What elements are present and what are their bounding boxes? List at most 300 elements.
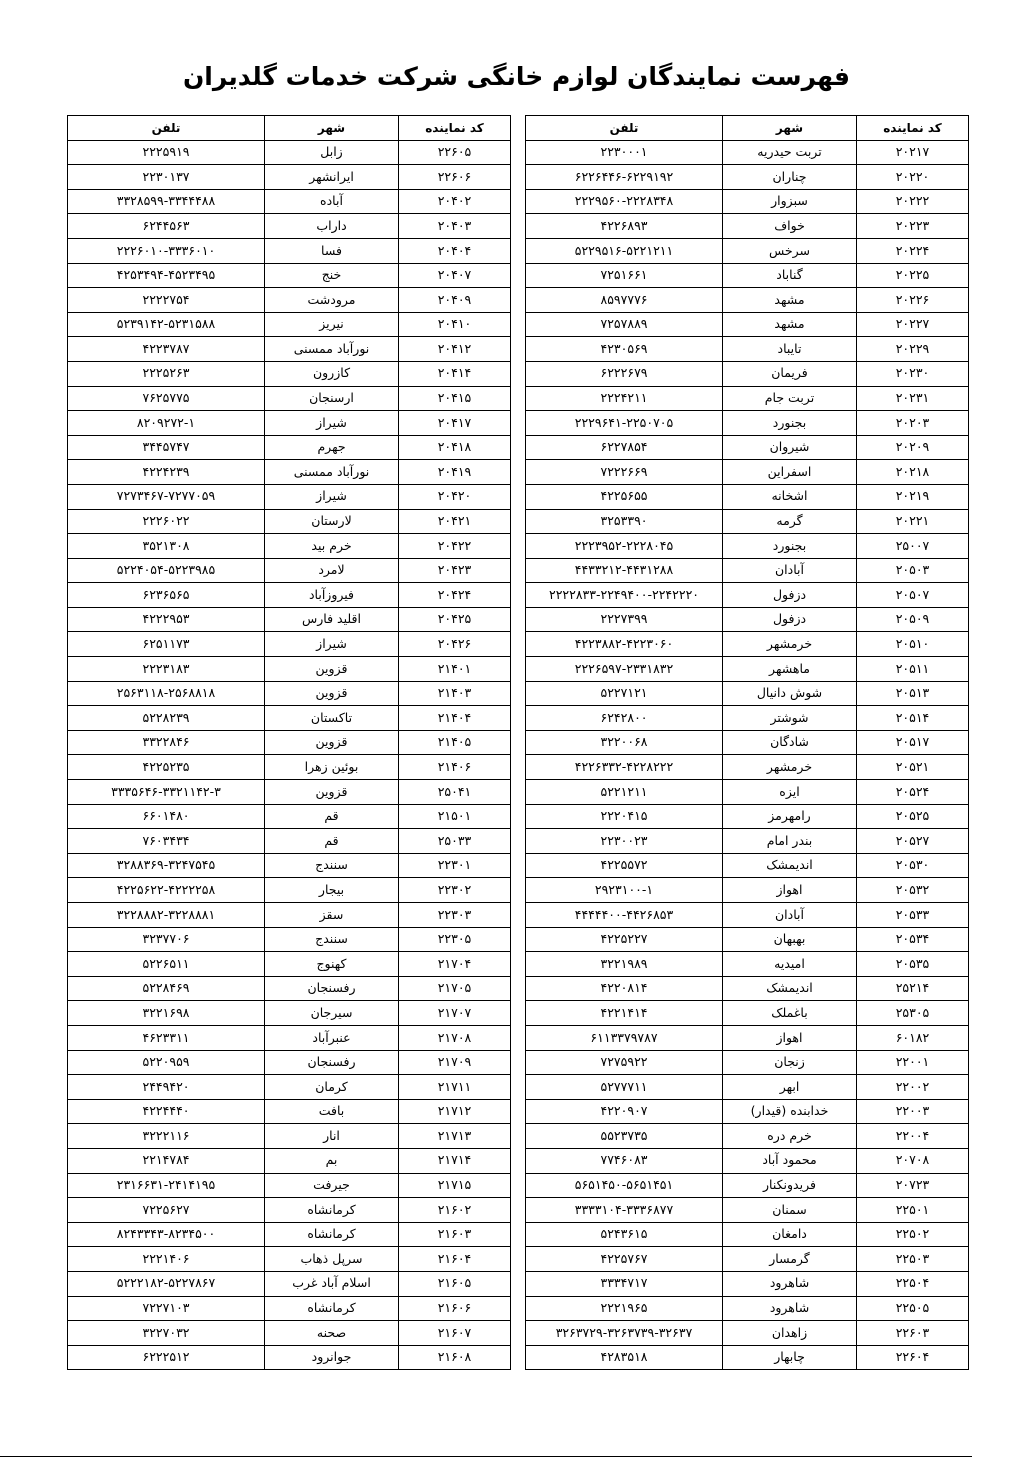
cell-city: اشخانه — [723, 484, 857, 509]
cell-code: ۲۲۰۰۴ — [857, 1124, 969, 1149]
cell-phone: ۷۷۴۶۰۸۳ — [526, 1148, 723, 1173]
table-row — [526, 1198, 969, 1223]
cell-phone: ۳۳۳۴۷۱۷ — [526, 1271, 723, 1296]
cell-code: ۲۰۲۱۸ — [857, 460, 969, 485]
cell-phone: ۶۲۵۱۱۷۳ — [68, 632, 265, 657]
column-header-phone: تلفن — [526, 116, 723, 141]
cell-city: سیرجان — [265, 1001, 399, 1026]
cell-code: ۲۱۷۰۸ — [399, 1025, 511, 1050]
table-row — [68, 1001, 511, 1026]
cell-code: ۲۵۰۴۱ — [399, 780, 511, 805]
page-title: فهرست نمایندگان لوازم خانگی شرکت خدمات گلدیران — [182, 62, 851, 91]
cell-code: ۲۰۲۲۹ — [857, 337, 969, 362]
cell-phone: ۸۲۴۳۳۴۳-۸۲۳۴۵۰۰ — [68, 1222, 265, 1247]
cell-code: ۲۰۲۲۲ — [857, 189, 969, 214]
cell-city: محمود آباد — [723, 1148, 857, 1173]
table-row — [526, 140, 969, 165]
table-row — [526, 165, 969, 190]
cell-code: ۲۲۰۰۲ — [857, 1075, 969, 1100]
cell-phone: ۷۲۲۷۱۰۳ — [68, 1296, 265, 1321]
cell-phone: ۲۲۲۳۹۵۲-۲۲۲۸۰۴۵ — [526, 534, 723, 559]
cell-phone: ۷۲۵۱۶۶۱ — [526, 263, 723, 288]
table-row — [526, 829, 969, 854]
cell-code: ۲۰۴۱۵ — [399, 386, 511, 411]
cell-city: مشهد — [723, 288, 857, 313]
cell-phone: ۳۵۲۱۳۰۸ — [68, 534, 265, 559]
table-row — [68, 1075, 511, 1100]
cell-city: مشهد — [723, 312, 857, 337]
cell-phone: ۵۲۲۲۱۸۲-۵۲۲۷۸۶۷ — [68, 1271, 265, 1296]
cell-city: مرودشت — [265, 288, 399, 313]
cell-code: ۲۲۰۰۱ — [857, 1050, 969, 1075]
cell-phone: ۸۵۹۷۷۷۶ — [526, 288, 723, 313]
cell-code: ۲۰۷۲۳ — [857, 1173, 969, 1198]
cell-phone: ۶۱۱۳۳۷۹۷۸۷ — [526, 1025, 723, 1050]
cell-code: ۲۰۲۲۱ — [857, 509, 969, 534]
cell-city: کازرون — [265, 361, 399, 386]
table-body-right — [526, 140, 969, 1370]
cell-city: تاکستان — [265, 706, 399, 731]
cell-city: گناباد — [723, 263, 857, 288]
table-row — [68, 460, 511, 485]
table-row — [68, 952, 511, 977]
cell-phone: ۲۲۳۰۰۲۳ — [526, 829, 723, 854]
cell-phone: ۳۲۲۱۹۸۹ — [526, 952, 723, 977]
table-row — [68, 534, 511, 559]
table-row — [68, 804, 511, 829]
cell-phone: ۳۲۲۸۸۸۲-۳۲۲۸۸۸۱ — [68, 903, 265, 928]
cell-phone: ۲۲۲۶۰۱۰-۳۳۳۶۰۱۰ — [68, 238, 265, 263]
table-row — [68, 632, 511, 657]
cell-code: ۲۰۴۱۲ — [399, 337, 511, 362]
cell-phone: ۳۳۲۸۵۹۹-۳۳۴۴۴۸۸ — [68, 189, 265, 214]
cell-code: ۲۲۶۰۴ — [857, 1345, 969, 1370]
cell-city: نورآباد ممسنی — [265, 337, 399, 362]
cell-phone: ۲۲۲۶۵۹۷-۲۳۳۱۸۳۲ — [526, 657, 723, 682]
table-row — [526, 214, 969, 239]
cell-city: سرخس — [723, 238, 857, 263]
agents-table-left — [67, 115, 511, 1370]
cell-code: ۲۰۲۲۶ — [857, 288, 969, 313]
cell-phone: ۵۲۲۸۲۳۹ — [68, 706, 265, 731]
cell-phone: ۲۵۶۳۱۱۸-۲۵۶۸۸۱۸ — [68, 681, 265, 706]
cell-city: جهرم — [265, 435, 399, 460]
table-row — [526, 706, 969, 731]
cell-code: ۲۲۵۰۴ — [857, 1271, 969, 1296]
cell-city: امیدیه — [723, 952, 857, 977]
cell-phone: ۶۲۲۷۸۵۴ — [526, 435, 723, 460]
cell-code: ۲۰۴۱۹ — [399, 460, 511, 485]
cell-phone: ۲۲۲۷۳۹۹ — [526, 607, 723, 632]
cell-city: زابل — [265, 140, 399, 165]
table-row — [526, 1296, 969, 1321]
table-row — [68, 878, 511, 903]
table-row — [526, 804, 969, 829]
table-row — [68, 976, 511, 1001]
table-row — [68, 140, 511, 165]
table-row — [526, 780, 969, 805]
cell-phone: ۲۲۱۴۷۸۴ — [68, 1148, 265, 1173]
table-row — [68, 411, 511, 436]
table-row — [526, 853, 969, 878]
cell-city: زنجان — [723, 1050, 857, 1075]
cell-city: عنبرآباد — [265, 1025, 399, 1050]
table-row — [68, 1025, 511, 1050]
cell-phone: ۶۲۴۴۵۶۳ — [68, 214, 265, 239]
table-row — [68, 558, 511, 583]
cell-code: ۲۰۵۲۴ — [857, 780, 969, 805]
cell-city: اسلام آباد غرب — [265, 1271, 399, 1296]
cell-city: سنندج — [265, 853, 399, 878]
cell-city: رامهرمز — [723, 804, 857, 829]
cell-code: ۲۰۴۰۴ — [399, 238, 511, 263]
table-row — [526, 755, 969, 780]
cell-city: شیراز — [265, 632, 399, 657]
cell-city: کرمانشاه — [265, 1222, 399, 1247]
table-row — [526, 558, 969, 583]
cell-city: اهواز — [723, 878, 857, 903]
table-row — [68, 189, 511, 214]
cell-code: ۲۲۵۰۵ — [857, 1296, 969, 1321]
cell-code: ۲۱۶۰۵ — [399, 1271, 511, 1296]
cell-phone: ۳۲۲۲۱۱۶ — [68, 1124, 265, 1149]
cell-code: ۲۱۷۱۳ — [399, 1124, 511, 1149]
cell-code: ۲۰۴۱۰ — [399, 312, 511, 337]
table-row — [68, 681, 511, 706]
cell-phone: ۲۲۲۲۷۵۴ — [68, 288, 265, 313]
cell-city: سقز — [265, 903, 399, 928]
cell-phone: ۶۲۴۲۸۰۰ — [526, 706, 723, 731]
table-row — [526, 1025, 969, 1050]
table-row — [68, 755, 511, 780]
cell-phone: ۶۶۰۱۴۸۰ — [68, 804, 265, 829]
table-row — [68, 927, 511, 952]
cell-phone: ۴۲۲۵۲۳۵ — [68, 755, 265, 780]
cell-phone: ۲۲۲۵۹۱۹ — [68, 140, 265, 165]
cell-phone: ۷۲۲۲۶۶۹ — [526, 460, 723, 485]
cell-code: ۲۱۷۱۵ — [399, 1173, 511, 1198]
table-row — [526, 460, 969, 485]
cell-code: ۲۰۲۲۴ — [857, 238, 969, 263]
cell-city: ایرانشهر — [265, 165, 399, 190]
table-row — [68, 214, 511, 239]
cell-code: ۲۰۴۱۷ — [399, 411, 511, 436]
cell-code: ۲۰۴۲۰ — [399, 484, 511, 509]
cell-phone: ۲۹۲۳۱۰۰-۱ — [526, 878, 723, 903]
cell-code: ۲۵۰۳۳ — [399, 829, 511, 854]
cell-city: شاهرود — [723, 1271, 857, 1296]
cell-phone: ۷۲۷۵۹۲۲ — [526, 1050, 723, 1075]
cell-code: ۲۱۴۰۵ — [399, 730, 511, 755]
cell-code: ۲۱۶۰۶ — [399, 1296, 511, 1321]
table-row — [68, 780, 511, 805]
cell-code: ۲۰۲۰۳ — [857, 411, 969, 436]
table-row — [68, 1099, 511, 1124]
cell-phone: ۲۲۲۶۰۲۲ — [68, 509, 265, 534]
table-row — [68, 583, 511, 608]
cell-code: ۲۰۴۲۴ — [399, 583, 511, 608]
cell-city: کرمانشاه — [265, 1296, 399, 1321]
cell-code: ۲۰۴۰۳ — [399, 214, 511, 239]
table-row — [68, 853, 511, 878]
table-row — [68, 706, 511, 731]
cell-city: شیراز — [265, 411, 399, 436]
cell-code: ۲۰۲۳۱ — [857, 386, 969, 411]
table-row — [526, 1271, 969, 1296]
cell-city: آباده — [265, 189, 399, 214]
cell-city: خرمشهر — [723, 632, 857, 657]
cell-phone: ۸۲۰۹۲۷۲-۱ — [68, 411, 265, 436]
cell-code: ۲۲۰۰۳ — [857, 1099, 969, 1124]
cell-city: صحنه — [265, 1321, 399, 1346]
cell-code: ۲۰۴۲۱ — [399, 509, 511, 534]
cell-city: چابهار — [723, 1345, 857, 1370]
cell-phone: ۳۲۶۳۷۲۹-۳۲۶۳۷۳۹-۳۲۶۳۷ — [526, 1321, 723, 1346]
cell-phone: ۵۲۷۷۷۱۱ — [526, 1075, 723, 1100]
cell-phone: ۲۲۳۰۰۰۱ — [526, 140, 723, 165]
cell-city: بافت — [265, 1099, 399, 1124]
cell-code: ۲۱۴۰۶ — [399, 755, 511, 780]
table-row — [68, 1271, 511, 1296]
table-row — [526, 681, 969, 706]
cell-code: ۲۲۳۰۳ — [399, 903, 511, 928]
cell-city: دامغان — [723, 1222, 857, 1247]
table-row — [526, 238, 969, 263]
cell-code: ۲۰۲۲۳ — [857, 214, 969, 239]
table-row — [526, 903, 969, 928]
cell-city: سبزوار — [723, 189, 857, 214]
cell-code: ۲۰۲۲۰ — [857, 165, 969, 190]
cell-city: بم — [265, 1148, 399, 1173]
cell-city: خنج — [265, 263, 399, 288]
cell-phone: ۴۲۲۵۵۷۲ — [526, 853, 723, 878]
table-row — [68, 484, 511, 509]
table-row — [526, 1321, 969, 1346]
cell-code: ۲۰۲۲۵ — [857, 263, 969, 288]
table-row — [526, 189, 969, 214]
cell-code: ۲۲۵۰۱ — [857, 1198, 969, 1223]
table-row — [526, 657, 969, 682]
cell-city: گرمسار — [723, 1247, 857, 1272]
cell-city: نیریز — [265, 312, 399, 337]
cell-city: اندیمشک — [723, 976, 857, 1001]
table-row — [68, 312, 511, 337]
cell-code: ۲۱۷۱۲ — [399, 1099, 511, 1124]
table-row — [526, 1001, 969, 1026]
cell-city: دزفول — [723, 583, 857, 608]
table-row — [68, 1345, 511, 1370]
cell-phone: ۳۳۳۳۱۰۴-۳۳۳۶۸۷۷ — [526, 1198, 723, 1223]
table-row — [526, 1050, 969, 1075]
cell-city: بجنورد — [723, 534, 857, 559]
cell-city: آبادان — [723, 903, 857, 928]
table-body-left — [68, 140, 511, 1370]
cell-code: ۲۱۶۰۳ — [399, 1222, 511, 1247]
cell-phone: ۴۲۲۶۸۹۳ — [526, 214, 723, 239]
table-header-row — [526, 116, 969, 141]
table-row — [68, 657, 511, 682]
cell-city: ارسنجان — [265, 386, 399, 411]
cell-phone: ۶۲۳۶۵۶۵ — [68, 583, 265, 608]
table-row — [68, 1148, 511, 1173]
cell-code: ۲۰۲۰۹ — [857, 435, 969, 460]
cell-code: ۲۱۴۰۳ — [399, 681, 511, 706]
table-row — [526, 435, 969, 460]
cell-code: ۲۲۵۰۳ — [857, 1247, 969, 1272]
cell-phone: ۲۲۲۰۴۱۵ — [526, 804, 723, 829]
table-row — [68, 1198, 511, 1223]
cell-code: ۲۰۴۰۹ — [399, 288, 511, 313]
table-row — [526, 927, 969, 952]
cell-code: ۲۰۴۰۲ — [399, 189, 511, 214]
cell-code: ۲۵۳۰۵ — [857, 1001, 969, 1026]
cell-phone: ۴۲۲۴۴۴۰ — [68, 1099, 265, 1124]
table-row — [526, 730, 969, 755]
cell-city: سنندج — [265, 927, 399, 952]
cell-code: ۲۰۵۱۷ — [857, 730, 969, 755]
cell-phone: ۲۲۲۹۶۴۱-۲۲۵۰۷۰۵ — [526, 411, 723, 436]
cell-city: خدابنده (قیدار) — [723, 1099, 857, 1124]
cell-city: نورآباد ممسنی — [265, 460, 399, 485]
cell-code: ۲۱۴۰۱ — [399, 657, 511, 682]
cell-phone: ۴۲۲۳۷۸۷ — [68, 337, 265, 362]
cell-phone: ۵۵۲۳۷۳۵ — [526, 1124, 723, 1149]
table-row — [526, 361, 969, 386]
cell-code: ۲۰۲۱۷ — [857, 140, 969, 165]
table-row — [68, 435, 511, 460]
column-header-phone: تلفن — [68, 116, 265, 141]
cell-phone: ۲۲۲۴۲۱۱ — [526, 386, 723, 411]
table-row — [68, 730, 511, 755]
cell-city: قم — [265, 829, 399, 854]
table-row — [68, 1050, 511, 1075]
cell-city: خرم بید — [265, 534, 399, 559]
cell-code: ۲۰۴۲۶ — [399, 632, 511, 657]
cell-phone: ۳۳۳۵۶۴۶-۳۳۲۱۱۴۲-۳ — [68, 780, 265, 805]
cell-phone: ۳۲۲۰۰۶۸ — [526, 730, 723, 755]
table-row — [526, 386, 969, 411]
cell-phone: ۳۲۲۱۶۹۸ — [68, 1001, 265, 1026]
cell-code: ۶۰۱۸۲ — [857, 1025, 969, 1050]
cell-phone: ۴۲۲۵۶۲۲-۴۲۲۲۲۵۸ — [68, 878, 265, 903]
cell-code: ۲۱۷۰۵ — [399, 976, 511, 1001]
cell-city: قزوین — [265, 730, 399, 755]
cell-city: تربت جام — [723, 386, 857, 411]
table-row — [68, 288, 511, 313]
cell-city: خرم دره — [723, 1124, 857, 1149]
cell-code: ۲۰۴۱۸ — [399, 435, 511, 460]
cell-city: اندیمشک — [723, 853, 857, 878]
table-row — [526, 1247, 969, 1272]
column-header-code: کد نماینده — [399, 116, 511, 141]
cell-code: ۲۰۲۳۰ — [857, 361, 969, 386]
table-row — [526, 484, 969, 509]
table-row — [68, 238, 511, 263]
cell-code: ۲۰۵۳۰ — [857, 853, 969, 878]
cell-code: ۲۰۵۱۰ — [857, 632, 969, 657]
table-row — [68, 337, 511, 362]
cell-city: کهنوج — [265, 952, 399, 977]
cell-city: تایباد — [723, 337, 857, 362]
cell-phone: ۳۲۲۷۰۳۲ — [68, 1321, 265, 1346]
cell-code: ۲۲۳۰۱ — [399, 853, 511, 878]
cell-city: ماهشهر — [723, 657, 857, 682]
cell-code: ۲۰۵۳۵ — [857, 952, 969, 977]
cell-city: ایزه — [723, 780, 857, 805]
cell-code: ۲۵۰۰۷ — [857, 534, 969, 559]
cell-city: شیروان — [723, 435, 857, 460]
cell-phone: ۴۲۲۲۹۵۳ — [68, 607, 265, 632]
cell-city: دزفول — [723, 607, 857, 632]
column-header-city: شهر — [723, 116, 857, 141]
cell-phone: ۵۲۲۱۲۱۱ — [526, 780, 723, 805]
cell-phone: ۷۲۵۷۸۸۹ — [526, 312, 723, 337]
cell-city: گرمه — [723, 509, 857, 534]
cell-code: ۲۱۵۰۱ — [399, 804, 511, 829]
table-row — [68, 361, 511, 386]
cell-phone: ۴۶۲۳۳۱۱ — [68, 1025, 265, 1050]
table-row — [526, 583, 969, 608]
cell-phone: ۴۲۲۶۳۳۲-۴۲۲۸۲۲۲ — [526, 755, 723, 780]
cell-phone: ۲۲۲۱۴۰۶ — [68, 1247, 265, 1272]
cell-city: اقلید فارس — [265, 607, 399, 632]
cell-code: ۲۰۵۱۳ — [857, 681, 969, 706]
cell-phone: ۳۴۴۵۷۴۷ — [68, 435, 265, 460]
cell-phone: ۷۲۲۵۶۲۷ — [68, 1198, 265, 1223]
cell-city: شاهرود — [723, 1296, 857, 1321]
cell-city: فسا — [265, 238, 399, 263]
cell-phone: ۷۲۷۳۴۶۷-۷۲۷۷۰۵۹ — [68, 484, 265, 509]
cell-city: فیروزآباد — [265, 583, 399, 608]
cell-phone: ۵۲۲۷۱۲۱ — [526, 681, 723, 706]
cell-code: ۲۰۴۲۲ — [399, 534, 511, 559]
cell-code: ۲۱۷۱۴ — [399, 1148, 511, 1173]
cell-city: اهواز — [723, 1025, 857, 1050]
cell-city: شوشتر — [723, 706, 857, 731]
cell-phone: ۴۲۵۳۴۹۴-۴۵۲۳۴۹۵ — [68, 263, 265, 288]
cell-city: لامرد — [265, 558, 399, 583]
cell-phone: ۵۲۲۸۴۶۹ — [68, 976, 265, 1001]
table-row — [526, 1345, 969, 1370]
cell-phone: ۵۲۳۹۱۴۲-۵۲۳۱۵۸۸ — [68, 312, 265, 337]
table-row — [526, 263, 969, 288]
cell-city: فریمان — [723, 361, 857, 386]
table-row — [68, 386, 511, 411]
cell-code: ۲۲۳۰۵ — [399, 927, 511, 952]
cell-phone: ۴۲۸۳۵۱۸ — [526, 1345, 723, 1370]
cell-code: ۲۰۷۰۸ — [857, 1148, 969, 1173]
table-row — [68, 1296, 511, 1321]
cell-code: ۲۰۵۲۵ — [857, 804, 969, 829]
cell-city: کرمانشاه — [265, 1198, 399, 1223]
cell-code: ۲۱۷۰۴ — [399, 952, 511, 977]
cell-phone: ۴۲۲۵۷۶۷ — [526, 1247, 723, 1272]
cell-city: قزوین — [265, 657, 399, 682]
cell-city: کرمان — [265, 1075, 399, 1100]
cell-city: بیجار — [265, 878, 399, 903]
cell-code: ۲۰۴۱۴ — [399, 361, 511, 386]
cell-phone: ۴۲۲۱۴۱۴ — [526, 1001, 723, 1026]
footer-divider — [0, 1456, 972, 1457]
cell-phone: ۴۴۴۴۴۰۰-۴۴۲۶۸۵۳ — [526, 903, 723, 928]
cell-phone: ۵۲۴۳۶۱۵ — [526, 1222, 723, 1247]
cell-phone: ۶۲۲۲۶۷۹ — [526, 361, 723, 386]
cell-city: قزوین — [265, 681, 399, 706]
table-row — [526, 509, 969, 534]
cell-city: ابهر — [723, 1075, 857, 1100]
cell-phone: ۳۲۳۷۷۰۶ — [68, 927, 265, 952]
cell-code: ۲۰۴۲۵ — [399, 607, 511, 632]
